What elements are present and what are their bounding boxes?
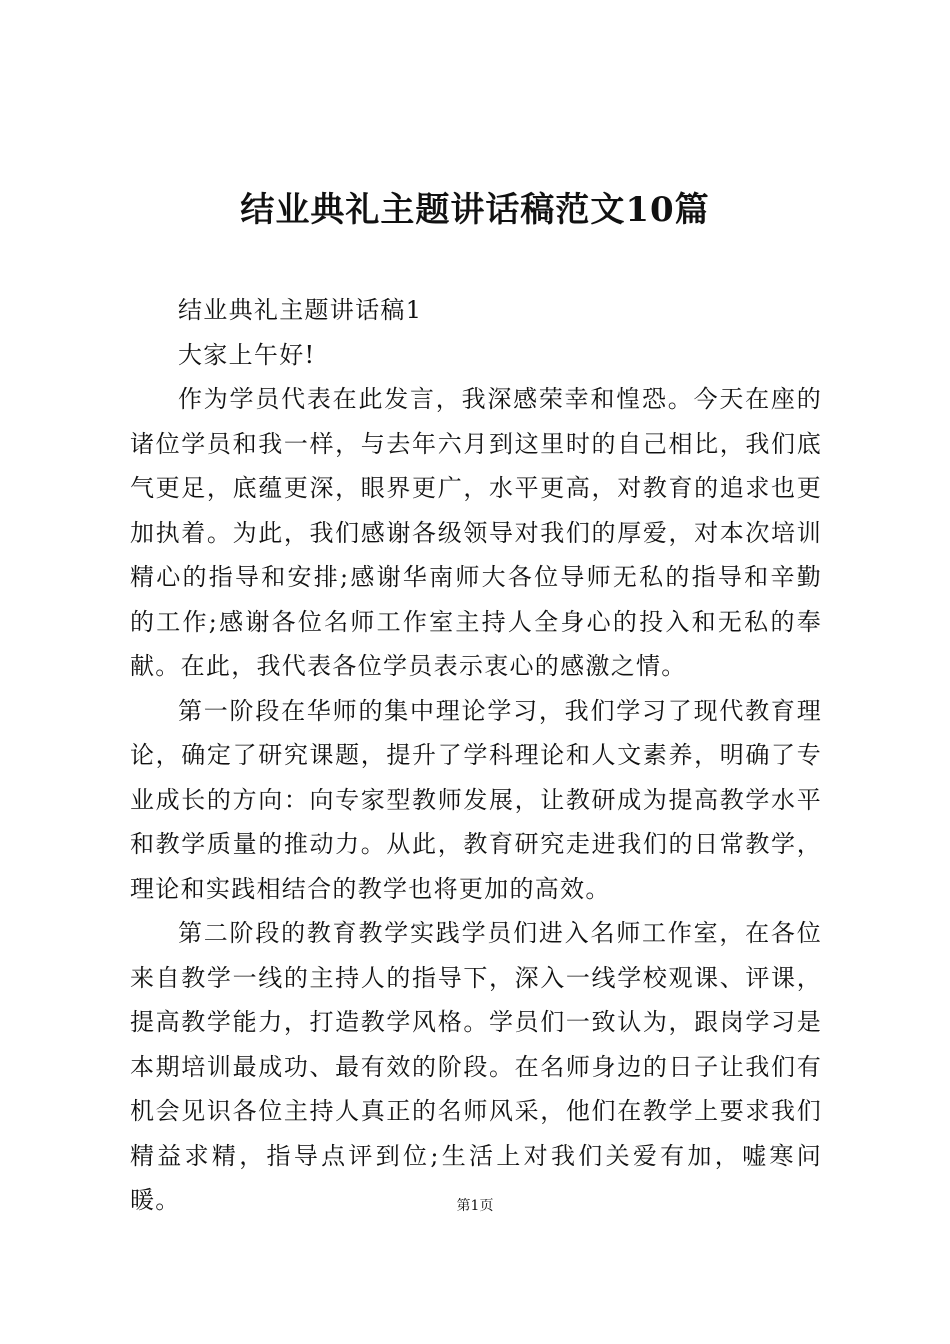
paragraph: 第二阶段的教育教学实践学员们进入名师工作室，在各位来自教学一线的主持人的指导下，深入一线学校观课、评课，提高教学能力，打造教学风格。学员们一致认为，跟岗学习是本期培训最成功、最有效的阶段。在名师身边的日子让我们有机会见识各位主持人真正的名师风采，他们在教学上要求我们精益求精，指导点评到位;生活上对我们关爱有加，嘘寒问暖。 [130, 919, 822, 1214]
section-heading: 结业典礼主题讲话稿1 [178, 296, 423, 324]
document-body [130, 288, 822, 1223]
greeting: 大家上午好! [178, 340, 316, 369]
page-number: 第1页 [456, 1198, 494, 1214]
document-title: 结业典礼主题讲话稿范文10篇 [240, 190, 710, 230]
paragraph: 第一阶段在华师的集中理论学习，我们学习了现代教育理论，确定了研究课题，提升了学科理论和人文素养，明确了专业成长的方向：向专家型教师发展，让教研成为提高教学水平和教学质量的推动力。从此，教育研究走进我们的日常教学，理论和实践相结合的教学也将更加的高效。 [130, 696, 822, 903]
paragraph: 作为学员代表在此发言，我深感荣幸和惶恐。今天在座的诸位学员和我一样，与去年六月到这里时的自己相比，我们底气更足，底蕴更深，眼界更广，水平更高，对教育的追求也更加执着。为此，我们感谢各级领导对我们的厚爱，对本次培训精心的指导和安排;感谢华南师大各位导师无私的指导和辛勤的工作;感谢各位名师工作室主持人全身心的投入和无私的奉献。在此，我代表各位学员表示衷心的感激之情。 [130, 385, 822, 680]
